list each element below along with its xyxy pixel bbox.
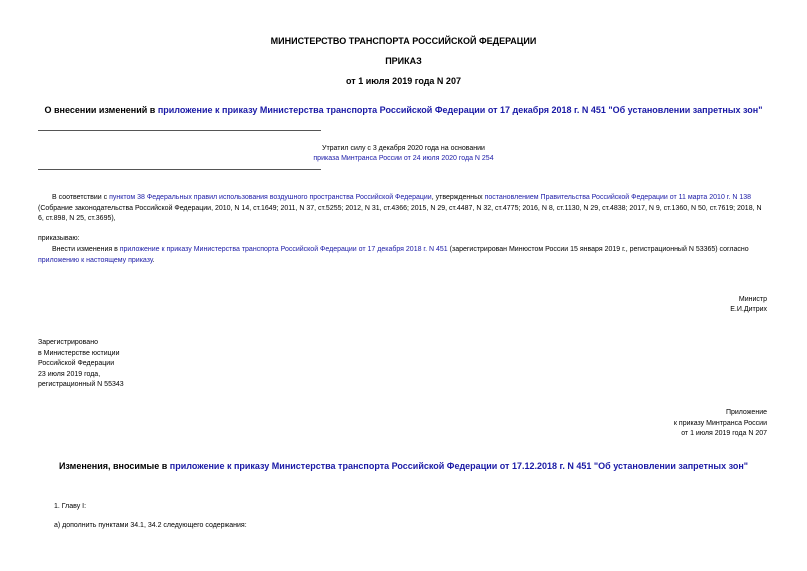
order-text-1: Внести изменения в [52,246,120,253]
preamble-link-decree[interactable]: постановлением Правительства Российской Федерации от 11 марта 2010 г. N 138 [484,194,752,201]
status-line: Утратил силу с 3 декабря 2020 года на основании [322,145,485,152]
preamble-text-1: В соответствии с [52,194,110,201]
preamble-paragraph [38,193,768,225]
title-prefix: О внесении изменений в [44,105,158,115]
document-title [0,105,807,115]
registration-block [38,338,124,391]
signature-name: Е.И.Дитрих [730,306,767,313]
appendix-title-prefix: Изменения, вносимые в [58,461,170,471]
document-type: ПРИКАЗ [385,56,422,66]
order-text-2: (зарегистрирован Минюстом России 15 января 2019 г., регистрационный N 53365) согласно [447,246,749,253]
appendix-item-2: а) дополнить пунктами 34.1, 34.2 следующего содержания: [54,522,247,529]
preamble-text-3: (Собрание законодательства Российской Федерации, 2010, N 14, ст.1649; 2011, N 37, ст.5255; 2012, N 31, ст.4366; 2015, N 29, ст.4487, N 32, ст.4775; 2016, N 8, ст.1130, N 29, ст.4838; 2017, N 9, ст.1360, N 50, ст.7619; 2018, N 6, ст.898, N 25, ст.3695), [38,204,762,222]
preamble-link-rules[interactable]: пунктом 38 Федеральных правил использования воздушного пространства Российской Федерации [109,194,432,201]
signature-position: Министр [738,296,767,303]
registration-line: 23 июля 2019 года, [38,370,101,378]
preamble-text-2: , утвержденных [431,194,485,201]
registration-line: регистрационный N 55343 [38,381,124,388]
registration-line: в Министерстве юстиции [38,349,120,357]
registration-line: Российской Федерации [38,360,115,367]
status-link[interactable]: приказа Минтранса России от 24 июля 2020 года N 254 [313,155,494,162]
appendix-header [674,408,767,440]
top-divider [38,130,321,131]
ministry-heading: МИНИСТЕРСТВО ТРАНСПОРТА РОССИЙСКОЙ ФЕДЕРАЦИИ [270,36,537,46]
title-link[interactable]: приложение к приказу Министерства транспорта Российской Федерации от 17 декабря 2018 г. N 451 "Об установлении запретных зон" [157,105,763,115]
registration-line: Зарегистрировано [38,339,98,346]
appendix-title-link[interactable]: приложение к приказу Министерства транспорта Российской Федерации от 17.12.2018 г. N 451 "Об установлении запретных зон" [169,461,749,471]
status-note [0,144,807,164]
order-paragraph [38,245,768,266]
bottom-divider [38,169,321,170]
appendix-line: к приказу Минтранса России [673,419,767,427]
appendix-item-1: 1. Главу I: [54,503,87,510]
order-link-this-appendix[interactable]: приложению к настоящему приказу [38,256,153,264]
signature-block [730,295,767,315]
appendix-line: от 1 июля 2019 года N 207 [681,430,767,437]
order-word: приказываю: [38,235,80,242]
order-link-appendix[interactable]: приложение к приказу Министерства транспорта Российской Федерации от 17 декабря 2018 г. N 451 [119,246,448,253]
order-text-3: . [152,256,155,264]
appendix-title [0,461,807,471]
document-date-number: от 1 июля 2019 года N 207 [346,76,461,86]
appendix-line: Приложение [725,409,767,416]
